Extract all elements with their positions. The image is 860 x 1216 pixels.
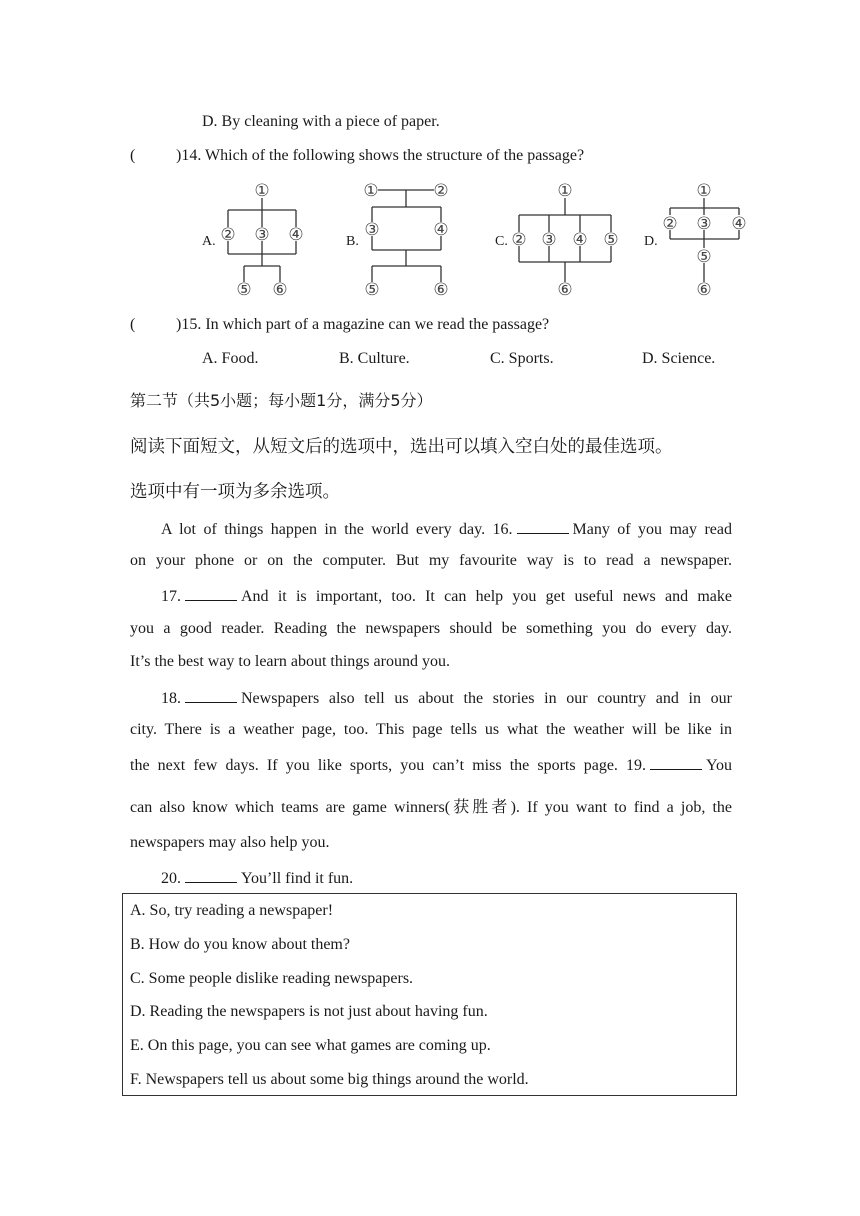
section2-instruction-line2: 选项中有一项为多余选项。 bbox=[130, 482, 340, 502]
blank-17[interactable] bbox=[185, 586, 237, 601]
diagram-d-node-5: ⑤ bbox=[696, 247, 712, 267]
diagram-d-node-3: ③ bbox=[696, 214, 712, 234]
passage-line-9: can also know which teams are game winners(获胜者). If you want to find a job, the bbox=[130, 797, 732, 816]
diagram-d-node-4: ④ bbox=[731, 214, 747, 234]
diagram-a-node-6: ⑥ bbox=[272, 280, 288, 300]
q14-stem: )14. Which of the following shows the structure of the passage? bbox=[176, 147, 585, 164]
answer-options-box bbox=[122, 893, 737, 1096]
diagram-d-node-2: ② bbox=[662, 214, 678, 234]
diagram-d-label: D. bbox=[644, 234, 658, 249]
diagram-a-node-2: ② bbox=[220, 225, 236, 245]
q15-option-b: B. Culture. bbox=[339, 350, 410, 367]
diagram-c-node-1: ① bbox=[557, 181, 573, 201]
diagram-a-node-1: ① bbox=[254, 181, 270, 201]
blank-18[interactable] bbox=[185, 688, 237, 703]
q15-option-c: C. Sports. bbox=[490, 350, 554, 367]
passage-line-3: 17. And it is important, too. It can help you get useful news and make bbox=[161, 588, 732, 605]
passage-line-10: newspapers may also help you. bbox=[130, 834, 330, 851]
diagram-a-node-3: ③ bbox=[254, 225, 270, 245]
diagram-a-label: A. bbox=[202, 234, 216, 249]
answer-option-b: B. How do you know about them? bbox=[130, 936, 350, 953]
answer-option-d: D. Reading the newspapers is not just about having fun. bbox=[130, 1003, 488, 1020]
diagram-d-node-6: ⑥ bbox=[696, 280, 712, 300]
diagram-c-label: C. bbox=[495, 234, 508, 249]
passage-line-11: 20. You’ll find it fun. bbox=[161, 870, 354, 887]
diagram-c-node-5: ⑤ bbox=[603, 230, 619, 250]
diagram-b-label: B. bbox=[346, 234, 359, 249]
blank-16[interactable] bbox=[517, 519, 569, 534]
diagram-b-node-2: ② bbox=[433, 181, 449, 201]
diagram-b-node-4: ④ bbox=[433, 220, 449, 240]
diagram-a-node-5: ⑤ bbox=[236, 280, 252, 300]
diagram-c-node-4: ④ bbox=[572, 230, 588, 250]
answer-option-a: A. So, try reading a newspaper! bbox=[130, 902, 334, 919]
passage-line-6: 18. Newspapers also tell us about the stories in our country and in our bbox=[161, 690, 732, 707]
answer-option-e: E. On this page, you can see what games are coming up. bbox=[130, 1037, 491, 1054]
blank-19[interactable] bbox=[650, 755, 702, 770]
diagram-b-node-3: ③ bbox=[364, 220, 380, 240]
winners-gloss: 获胜者 bbox=[450, 797, 511, 816]
diagram-b-node-5: ⑤ bbox=[364, 280, 380, 300]
q15-paren: ( bbox=[130, 316, 136, 333]
structure-diagrams bbox=[0, 0, 860, 310]
q15-stem: )15. In which part of a magazine can we read the passage? bbox=[176, 316, 550, 333]
passage-line-1: A lot of things happen in the world every day. 16. Many of you may read bbox=[161, 521, 733, 538]
passage-line-5: It’s the best way to learn about things around you. bbox=[130, 653, 450, 670]
section2-heading: 第二节（共5小题；每小题1分，满分5分） bbox=[130, 391, 433, 410]
diagram-c-node-3: ③ bbox=[541, 230, 557, 250]
passage-line-4: you a good reader. Reading the newspapers should be something you do every day. bbox=[130, 620, 732, 637]
q13-option-d: D. By cleaning with a piece of paper. bbox=[202, 113, 440, 130]
q14-paren: ( bbox=[130, 147, 136, 164]
q15-option-a: A. Food. bbox=[202, 350, 259, 367]
diagram-a-node-4: ④ bbox=[288, 225, 304, 245]
passage-line-2: on your phone or on the computer. But my favourite way is to read a newspaper. bbox=[130, 552, 732, 569]
q15-option-d: D. Science. bbox=[642, 350, 716, 367]
diagram-b-node-6: ⑥ bbox=[433, 280, 449, 300]
blank-20[interactable] bbox=[185, 868, 237, 883]
passage-line-7: city. There is a weather page, too. This page tells us what the weather will be like in bbox=[130, 721, 732, 738]
diagram-c-node-6: ⑥ bbox=[557, 280, 573, 300]
diagram-b-node-1: ① bbox=[363, 181, 379, 201]
answer-option-f: F. Newspapers tell us about some big things around the world. bbox=[130, 1071, 529, 1088]
diagram-c-node-2: ② bbox=[511, 230, 527, 250]
passage-line-8: the next few days. If you like sports, you can’t miss the sports page. 19. You bbox=[130, 757, 732, 774]
section2-instruction-line1: 阅读下面短文，从短文后的选项中，选出可以填入空白处的最佳选项。 bbox=[130, 437, 673, 457]
answer-option-c: C. Some people dislike reading newspapers. bbox=[130, 970, 414, 987]
diagram-d-node-1: ① bbox=[696, 181, 712, 201]
